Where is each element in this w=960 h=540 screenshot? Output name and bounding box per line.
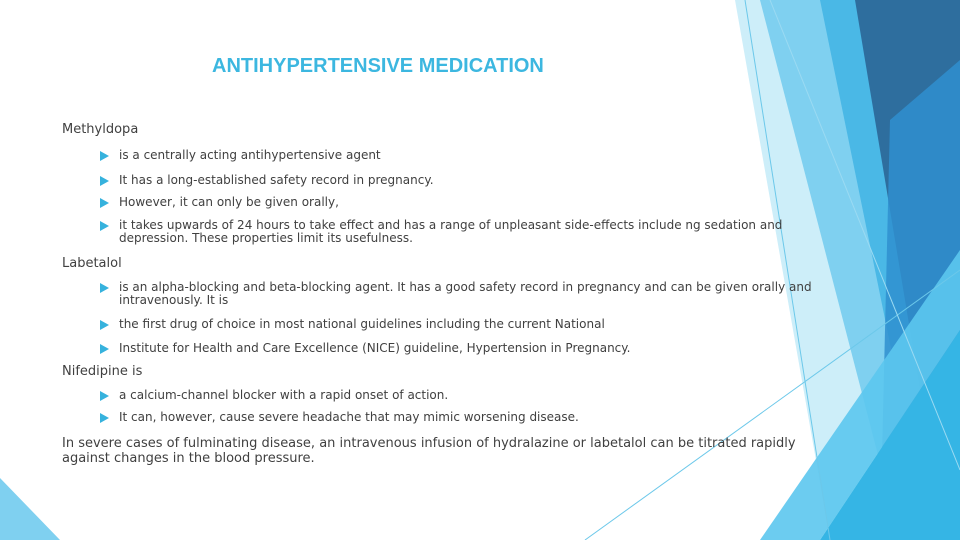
bullet-text: is an alpha-blocking and beta-blocking agent. It has a good safety record in pregnancy and can be given orally and intravenously. It is <box>119 280 812 307</box>
section-heading-labetalol: Labetalol <box>62 256 122 271</box>
bullet-text: Institute for Health and Care Excellence (NICE) guideline, Hypertension in Pregnancy. <box>119 341 631 355</box>
arrow-right-bullet-icon <box>100 413 109 423</box>
slide-title: ANTIHYPERTENSIVE MEDICATION <box>212 55 544 77</box>
section-heading-methyldopa: Methyldopa <box>62 122 139 137</box>
arrow-right-bullet-icon <box>100 344 109 354</box>
bullet-text: is a centrally acting antihypertensive agent <box>119 148 381 162</box>
arrow-right-bullet-icon <box>100 320 109 330</box>
arrow-right-bullet-icon <box>100 221 109 231</box>
bullet-text: it takes upwards of 24 hours to take effect and has a range of unpleasant side-effects include ng sedation and depression. These properties limit its usefulness. <box>119 218 783 245</box>
closing-paragraph: In severe cases of fulminating disease, an intravenous infusion of hydralazine or labetalol can be titrated rapidly against changes in the blood pressure. <box>62 436 796 466</box>
bullet-text: It can, however, cause severe headache that may mimic worsening disease. <box>119 410 579 424</box>
arrow-right-bullet-icon <box>100 198 109 208</box>
section-heading-nifedipine: Nifedipine is <box>62 364 143 379</box>
arrow-right-bullet-icon <box>100 283 109 293</box>
bullet-text: a calcium-channel blocker with a rapid onset of action. <box>119 388 449 402</box>
arrow-right-bullet-icon <box>100 391 109 401</box>
arrow-right-bullet-icon <box>100 151 109 161</box>
left-corner-facet <box>0 478 60 540</box>
bullet-text: the first drug of choice in most national guidelines including the current National <box>119 317 605 331</box>
bullet-text: It has a long-established safety record in pregnancy. <box>119 173 434 187</box>
arrow-right-bullet-icon <box>100 176 109 186</box>
bullet-text: However, it can only be given orally, <box>119 195 339 209</box>
